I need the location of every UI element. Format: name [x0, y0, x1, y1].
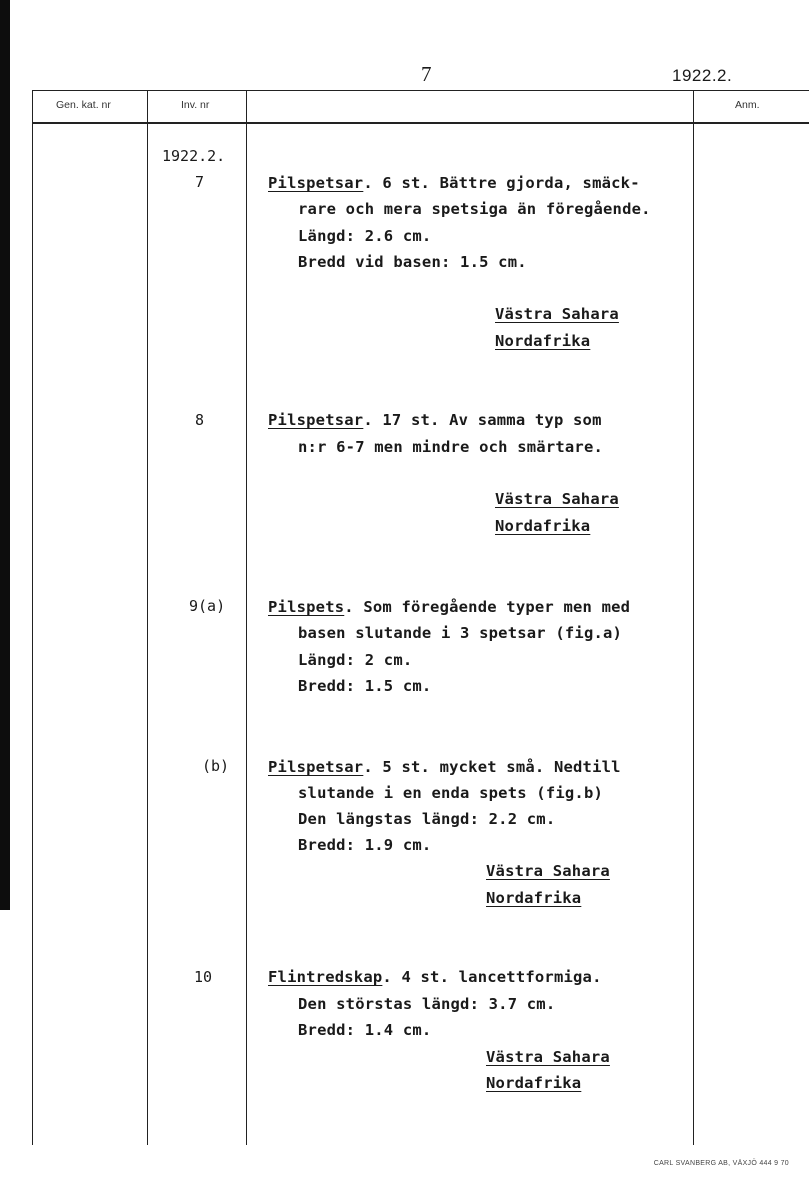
- entry-place-region: Västra Sahara: [495, 490, 619, 508]
- entry-line: basen slutande i 3 spetsar (fig.a): [298, 624, 623, 642]
- entry-line: Längd: 2.6 cm.: [298, 227, 432, 245]
- entry-first-line: Pilspetsar. 6 st. Bättre gjorda, smäck-: [268, 174, 640, 192]
- entry-line: n:r 6-7 men mindre och smärtare.: [298, 438, 604, 456]
- column-header-inv: Inv. nr: [181, 99, 210, 111]
- entry-place-region: Västra Sahara: [495, 305, 619, 323]
- entry-place-continent: Nordafrika: [495, 517, 591, 535]
- inv-number: 7: [195, 173, 205, 191]
- entry-line: Längd: 2 cm.: [298, 651, 413, 669]
- inv-number: 8: [195, 411, 205, 429]
- entry-place-continent: Nordafrika: [495, 332, 591, 350]
- entry-line: Bredd: 1.9 cm.: [298, 836, 432, 854]
- binding-bar: [0, 0, 10, 910]
- entry-first-line: Flintredskap. 4 st. lancettformiga.: [268, 968, 602, 986]
- column-divider-anm: [693, 90, 694, 1145]
- column-divider-text: [246, 90, 247, 1145]
- entry-title: Pilspetsar: [268, 411, 364, 429]
- entry-line: Den störstas längd: 3.7 cm.: [298, 995, 556, 1013]
- entry-line: slutande i en enda spets (fig.b): [298, 784, 604, 802]
- entry-first-line: Pilspetsar. 5 st. mycket små. Nedtill: [268, 758, 621, 776]
- entry-title: Pilspetsar: [268, 758, 364, 776]
- entry-line: Bredd: 1.5 cm.: [298, 677, 432, 695]
- page-reference: 1922.2.: [672, 66, 733, 85]
- entry-line: Den längstas längd: 2.2 cm.: [298, 810, 556, 828]
- printer-imprint: CARL SVANBERG AB, VÄXJÖ 444 9 70: [653, 1160, 789, 1167]
- inv-number: 9(a): [189, 597, 226, 615]
- entry-line: rare och mera spetsiga än föregående.: [298, 200, 651, 218]
- entry-first-line: Pilspetsar. 17 st. Av samma typ som: [268, 411, 602, 429]
- entry-place-continent: Nordafrika: [486, 889, 582, 907]
- inv-year: 1922.2.: [162, 147, 226, 165]
- entry-title: Pilspetsar: [268, 174, 364, 192]
- entry-title: Flintredskap: [268, 968, 383, 986]
- page-number: 7: [421, 62, 432, 86]
- inv-number: (b): [202, 757, 230, 775]
- entry-title: Pilspets: [268, 598, 345, 616]
- inv-number: 10: [194, 968, 213, 986]
- entry-line: Bredd: 1.4 cm.: [298, 1021, 432, 1039]
- column-divider-left: [32, 90, 33, 1145]
- entry-place-continent: Nordafrika: [486, 1074, 582, 1092]
- column-header-anm: Anm.: [735, 99, 760, 111]
- entry-place-region: Västra Sahara: [486, 862, 610, 880]
- column-header-gen-kat: Gen. kat. nr: [56, 99, 111, 111]
- entry-place-region: Västra Sahara: [486, 1048, 610, 1066]
- entry-line: Bredd vid basen: 1.5 cm.: [298, 253, 527, 271]
- column-divider-inv: [147, 90, 148, 1145]
- entry-first-line: Pilspets. Som föregående typer men med: [268, 598, 631, 616]
